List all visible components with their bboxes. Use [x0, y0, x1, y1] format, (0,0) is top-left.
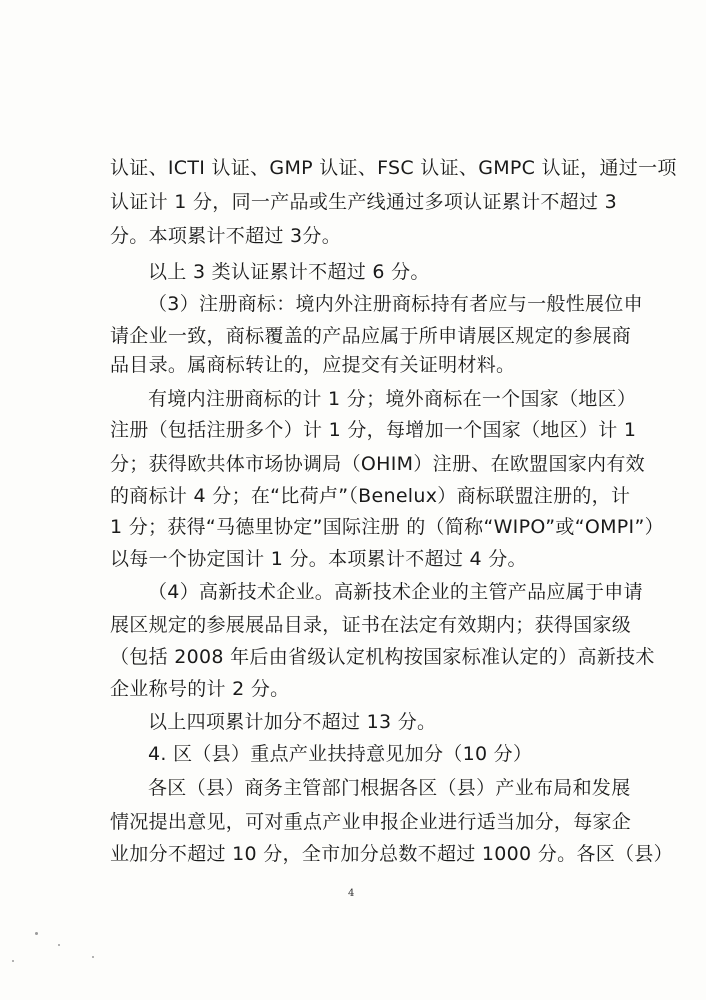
section-heading: 4. 区（县）重点产业扶持意见加分（10 分） [148, 743, 533, 765]
text-line: （3）注册商标：境内外注册商标持有者应与一般性展位申 [148, 293, 643, 315]
page-number: 4 [348, 888, 355, 899]
text-line: 注册（包括注册多个）计 1 分，每增加一个国家（地区）计 1 [110, 419, 637, 441]
text-line: 以每一个协定国计 1 分。本项累计不超过 4 分。 [110, 548, 527, 570]
text-line: 各区（县）商务主管部门根据各区（县）产业布局和发展 [148, 777, 631, 799]
text-line: 品目录。属商标转让的，应提交有关证明材料。 [110, 354, 516, 376]
text-line: 请企业一致，商标覆盖的产品应属于所申请展区规定的参展商 [110, 325, 632, 347]
text-line: 1 分；获得“马德里协定”国际注册 的（简称“WIPO”或“OMPI”） [110, 516, 664, 538]
scan-speck [35, 932, 38, 935]
text-line: 业加分不超过 10 分，全市加分总数不超过 1000 分。各区（县） [110, 843, 673, 865]
scan-speck [12, 960, 14, 962]
text-line: 以上四项累计加分不超过 13 分。 [148, 711, 437, 733]
text-line: 分。本项累计不超过 3分。 [110, 225, 342, 247]
text-line: 有境内注册商标的计 1 分；境外商标在一个国家（地区） [148, 388, 637, 410]
text-line: 以上 3 类认证累计不超过 6 分。 [148, 261, 430, 283]
scan-speck [92, 956, 94, 958]
text-line: 分；获得欧共体市场协调局（OHIM）注册、在欧盟国家内有效 [110, 453, 645, 475]
text-line: 认证计 1 分，同一产品或生产线通过多项认证累计不超过 3 [110, 191, 617, 213]
text-line: 展区规定的参展展品目录，证书在法定有效期内；获得国家级 [110, 614, 632, 636]
text-line: 企业称号的计 2 分。 [110, 678, 290, 700]
text-line: 认证、ICTI 认证、GMP 认证、FSC 认证、GMPC 认证，通过一项 [110, 157, 677, 179]
text-line: （包括 2008 年后由省级认定机构按国家标准认定的）高新技术 [110, 646, 655, 668]
text-line: 的商标计 4 分；在“比荷卢”（Benelux）商标联盟注册的，计 [110, 485, 631, 507]
scan-speck [58, 944, 60, 946]
text-line: 情况提出意见，可对重点产业申报企业进行适当加分，每家企 [110, 811, 632, 833]
text-line: （4）高新技术企业。高新技术企业的主管产品应属于申请 [148, 581, 643, 603]
